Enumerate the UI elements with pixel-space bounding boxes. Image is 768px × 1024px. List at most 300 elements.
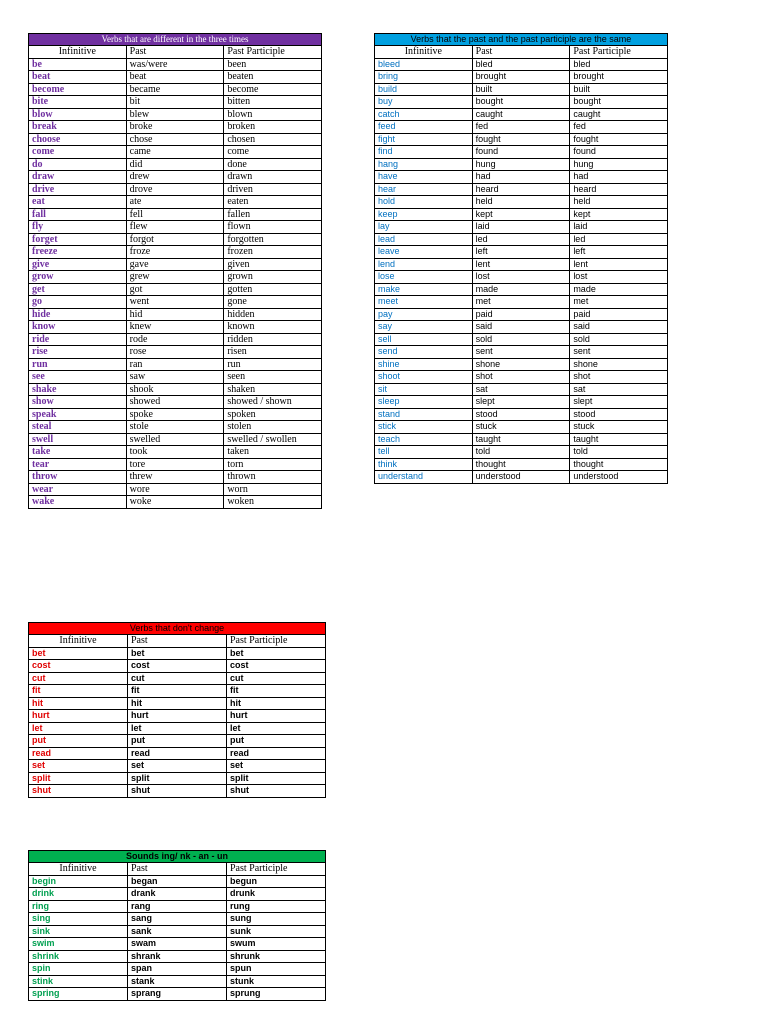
past-cell: bet (128, 647, 227, 660)
past-participle-cell: laid (570, 221, 668, 234)
table-different-three-times (28, 33, 322, 509)
infinitive-cell: beat (29, 71, 127, 84)
table-row (375, 208, 668, 221)
past-participle-cell: spoken (224, 408, 322, 421)
past-participle-cell: hung (570, 158, 668, 171)
infinitive-cell: understand (375, 471, 473, 484)
past-cell: swelled (126, 433, 224, 446)
past-participle-cell: stood (570, 408, 668, 421)
infinitive-cell: drive (29, 183, 127, 196)
table-row (29, 747, 326, 760)
past-cell: stuck (472, 421, 570, 434)
infinitive-cell: bite (29, 96, 127, 109)
past-cell: fit (128, 685, 227, 698)
table-row (29, 660, 326, 673)
table-row (29, 71, 322, 84)
table-row (375, 83, 668, 96)
infinitive-cell: tell (375, 446, 473, 459)
past-participle-cell: slept (570, 396, 668, 409)
infinitive-cell: leave (375, 246, 473, 259)
infinitive-cell: split (29, 772, 128, 785)
past-cell: drank (128, 888, 227, 901)
infinitive-cell: hide (29, 308, 127, 321)
past-cell: rode (126, 333, 224, 346)
past-cell: bought (472, 96, 570, 109)
past-participle-cell: taken (224, 446, 322, 459)
past-cell: sang (128, 913, 227, 926)
column-header-past: Past (128, 635, 227, 648)
past-participle-cell: hidden (224, 308, 322, 321)
past-participle-cell: come (224, 146, 322, 159)
table-row (29, 483, 322, 496)
table-row (29, 158, 322, 171)
infinitive-cell: keep (375, 208, 473, 221)
table-row (29, 246, 322, 259)
past-cell: began (128, 875, 227, 888)
infinitive-cell: begin (29, 875, 128, 888)
past-cell: went (126, 296, 224, 309)
past-participle-cell: spun (227, 963, 326, 976)
table-row (375, 246, 668, 259)
infinitive-cell: spring (29, 988, 128, 1001)
past-participle-cell: blown (224, 108, 322, 121)
infinitive-cell: do (29, 158, 127, 171)
past-participle-cell: showed / shown (224, 396, 322, 409)
infinitive-cell: send (375, 346, 473, 359)
past-participle-cell: held (570, 196, 668, 209)
past-cell: shut (128, 785, 227, 798)
table-row (29, 283, 322, 296)
past-participle-cell: read (227, 747, 326, 760)
past-participle-cell: stolen (224, 421, 322, 434)
past-participle-cell: gotten (224, 283, 322, 296)
infinitive-cell: cut (29, 672, 128, 685)
table-row (375, 333, 668, 346)
infinitive-cell: shrink (29, 950, 128, 963)
table-row (29, 938, 326, 951)
infinitive-cell: grow (29, 271, 127, 284)
past-cell: had (472, 171, 570, 184)
past-participle-cell: fallen (224, 208, 322, 221)
table-row (29, 108, 322, 121)
past-participle-cell: bled (570, 58, 668, 71)
past-participle-cell: stunk (227, 975, 326, 988)
infinitive-cell: become (29, 83, 127, 96)
table-row (29, 296, 322, 309)
table-row (375, 221, 668, 234)
infinitive-cell: choose (29, 133, 127, 146)
table-row (375, 196, 668, 209)
past-cell: was/were (126, 58, 224, 71)
infinitive-cell: wear (29, 483, 127, 496)
infinitive-cell: drink (29, 888, 128, 901)
past-participle-cell: sat (570, 383, 668, 396)
past-participle-cell: known (224, 321, 322, 334)
past-cell: took (126, 446, 224, 459)
infinitive-cell: bring (375, 71, 473, 84)
infinitive-cell: break (29, 121, 127, 134)
past-cell: ran (126, 358, 224, 371)
infinitive-cell: swell (29, 433, 127, 446)
infinitive-cell: have (375, 171, 473, 184)
infinitive-cell: feed (375, 121, 473, 134)
table-row (375, 271, 668, 284)
table-row (375, 408, 668, 421)
infinitive-cell: fight (375, 133, 473, 146)
past-cell: bit (126, 96, 224, 109)
past-participle-cell: been (224, 58, 322, 71)
infinitive-cell: give (29, 258, 127, 271)
past-cell: said (472, 321, 570, 334)
table-row (29, 58, 322, 71)
past-cell: read (128, 747, 227, 760)
past-cell: put (128, 735, 227, 748)
table-row (375, 258, 668, 271)
infinitive-cell: sleep (375, 396, 473, 409)
past-cell: shrank (128, 950, 227, 963)
past-cell: span (128, 963, 227, 976)
infinitive-cell: throw (29, 471, 127, 484)
table-past-and-participle-same (374, 33, 668, 484)
infinitive-cell: sink (29, 925, 128, 938)
column-header-past: Past (472, 46, 570, 59)
table-row (375, 96, 668, 109)
infinitive-cell: forget (29, 233, 127, 246)
header-row (375, 46, 668, 59)
infinitive-cell: sing (29, 913, 128, 926)
past-participle-cell: ridden (224, 333, 322, 346)
past-cell: showed (126, 396, 224, 409)
infinitive-cell: tear (29, 458, 127, 471)
table-row (375, 133, 668, 146)
past-participle-cell: heard (570, 183, 668, 196)
column-header-infinitive: Infinitive (29, 863, 128, 876)
past-cell: grew (126, 271, 224, 284)
column-header-past-participle: Past Participle (227, 635, 326, 648)
table-row (29, 647, 326, 660)
infinitive-cell: let (29, 722, 128, 735)
column-header-past-participle: Past Participle (570, 46, 668, 59)
past-participle-cell: fought (570, 133, 668, 146)
table-row (375, 146, 668, 159)
table-row (29, 408, 322, 421)
table-title: Sounds ing/ nk - an - un (29, 851, 326, 863)
past-cell: shone (472, 358, 570, 371)
table-row (375, 233, 668, 246)
past-participle-cell: frozen (224, 246, 322, 259)
infinitive-cell: see (29, 371, 127, 384)
table-row (375, 108, 668, 121)
infinitive-cell: sit (375, 383, 473, 396)
column-header-past-participle: Past Participle (224, 46, 322, 59)
past-cell: hit (128, 697, 227, 710)
past-cell: fell (126, 208, 224, 221)
table-row (29, 358, 322, 371)
past-cell: beat (126, 71, 224, 84)
column-header-infinitive: Infinitive (375, 46, 473, 59)
table-row (29, 321, 322, 334)
infinitive-cell: say (375, 321, 473, 334)
past-participle-cell: lost (570, 271, 668, 284)
past-cell: got (126, 283, 224, 296)
past-cell: met (472, 296, 570, 309)
infinitive-cell: draw (29, 171, 127, 184)
table-row (29, 233, 322, 246)
past-cell: ate (126, 196, 224, 209)
table-row (29, 371, 322, 384)
table-row (29, 975, 326, 988)
past-cell: set (128, 760, 227, 773)
past-participle-cell: brought (570, 71, 668, 84)
past-cell: rang (128, 900, 227, 913)
past-cell: taught (472, 433, 570, 446)
past-participle-cell: sung (227, 913, 326, 926)
infinitive-cell: show (29, 396, 127, 409)
infinitive-cell: be (29, 58, 127, 71)
table-row (375, 171, 668, 184)
table-row (29, 421, 322, 434)
past-participle-cell: swum (227, 938, 326, 951)
table-row (29, 471, 322, 484)
past-participle-cell: lent (570, 258, 668, 271)
infinitive-cell: catch (375, 108, 473, 121)
past-participle-cell: split (227, 772, 326, 785)
past-participle-cell: drunk (227, 888, 326, 901)
table-row (375, 308, 668, 321)
table-row (29, 735, 326, 748)
infinitive-cell: run (29, 358, 127, 371)
table-row (29, 697, 326, 710)
past-participle-cell: flown (224, 221, 322, 234)
table-row (375, 471, 668, 484)
past-cell: kept (472, 208, 570, 221)
past-participle-cell: broken (224, 121, 322, 134)
infinitive-cell: bleed (375, 58, 473, 71)
past-cell: heard (472, 183, 570, 196)
infinitive-cell: set (29, 760, 128, 773)
past-participle-cell: kept (570, 208, 668, 221)
past-cell: became (126, 83, 224, 96)
past-cell: drove (126, 183, 224, 196)
table-row (29, 760, 326, 773)
past-cell: forgot (126, 233, 224, 246)
table-row (29, 83, 322, 96)
past-cell: held (472, 196, 570, 209)
past-cell: laid (472, 221, 570, 234)
infinitive-cell: build (375, 83, 473, 96)
column-header-infinitive: Infinitive (29, 635, 128, 648)
column-header-past: Past (128, 863, 227, 876)
past-participle-cell: bought (570, 96, 668, 109)
past-cell: did (126, 158, 224, 171)
past-cell: drew (126, 171, 224, 184)
past-cell: chose (126, 133, 224, 146)
past-cell: split (128, 772, 227, 785)
infinitive-cell: come (29, 146, 127, 159)
table-verbs-dont-change (28, 622, 326, 798)
infinitive-cell: pay (375, 308, 473, 321)
infinitive-cell: bet (29, 647, 128, 660)
infinitive-cell: ring (29, 900, 128, 913)
infinitive-cell: rise (29, 346, 127, 359)
past-participle-cell: bitten (224, 96, 322, 109)
table-row (29, 496, 322, 509)
past-participle-cell: sent (570, 346, 668, 359)
past-cell: tore (126, 458, 224, 471)
infinitive-cell: lose (375, 271, 473, 284)
past-cell: shot (472, 371, 570, 384)
table-row (29, 333, 322, 346)
past-cell: thought (472, 458, 570, 471)
infinitive-cell: get (29, 283, 127, 296)
past-cell: led (472, 233, 570, 246)
past-cell: froze (126, 246, 224, 259)
header-row (29, 635, 326, 648)
past-participle-cell: taught (570, 433, 668, 446)
infinitive-cell: hear (375, 183, 473, 196)
past-cell: lent (472, 258, 570, 271)
table-row (29, 772, 326, 785)
infinitive-cell: stand (375, 408, 473, 421)
table-row (29, 221, 322, 234)
past-participle-cell: given (224, 258, 322, 271)
table-row (29, 208, 322, 221)
infinitive-cell: cost (29, 660, 128, 673)
past-cell: hid (126, 308, 224, 321)
infinitive-cell: go (29, 296, 127, 309)
past-participle-cell: made (570, 283, 668, 296)
past-cell: woke (126, 496, 224, 509)
infinitive-cell: put (29, 735, 128, 748)
table-title: Verbs that don't change (29, 623, 326, 635)
infinitive-cell: hit (29, 697, 128, 710)
past-cell: flew (126, 221, 224, 234)
infinitive-cell: steal (29, 421, 127, 434)
infinitive-cell: freeze (29, 246, 127, 259)
table-row (29, 722, 326, 735)
infinitive-cell: make (375, 283, 473, 296)
past-cell: stole (126, 421, 224, 434)
past-participle-cell: woken (224, 496, 322, 509)
table-row (29, 308, 322, 321)
past-participle-cell: understood (570, 471, 668, 484)
infinitive-cell: eat (29, 196, 127, 209)
past-participle-cell: cut (227, 672, 326, 685)
table-row (375, 158, 668, 171)
past-cell: built (472, 83, 570, 96)
table-row (29, 121, 322, 134)
past-cell: fought (472, 133, 570, 146)
table-row (29, 183, 322, 196)
past-participle-cell: sold (570, 333, 668, 346)
past-participle-cell: thought (570, 458, 668, 471)
table-row (375, 446, 668, 459)
infinitive-cell: find (375, 146, 473, 159)
past-cell: caught (472, 108, 570, 121)
past-participle-cell: shot (570, 371, 668, 384)
past-cell: shook (126, 383, 224, 396)
past-cell: cost (128, 660, 227, 673)
table-row (29, 925, 326, 938)
table-row (375, 421, 668, 434)
infinitive-cell: fly (29, 221, 127, 234)
infinitive-cell: wake (29, 496, 127, 509)
table-row (29, 383, 322, 396)
past-participle-cell: shaken (224, 383, 322, 396)
table-row (29, 913, 326, 926)
past-participle-cell: hurt (227, 710, 326, 723)
infinitive-cell: lay (375, 221, 473, 234)
past-participle-cell: found (570, 146, 668, 159)
past-cell: stank (128, 975, 227, 988)
table-row (29, 900, 326, 913)
past-participle-cell: shrunk (227, 950, 326, 963)
infinitive-cell: stick (375, 421, 473, 434)
infinitive-cell: blow (29, 108, 127, 121)
infinitive-cell: meet (375, 296, 473, 309)
past-cell: made (472, 283, 570, 296)
past-cell: sold (472, 333, 570, 346)
table-row (375, 383, 668, 396)
past-participle-cell: seen (224, 371, 322, 384)
table-row (29, 950, 326, 963)
past-participle-cell: thrown (224, 471, 322, 484)
past-participle-cell: worn (224, 483, 322, 496)
table-row (29, 146, 322, 159)
past-participle-cell: paid (570, 308, 668, 321)
past-participle-cell: eaten (224, 196, 322, 209)
past-cell: spoke (126, 408, 224, 421)
past-participle-cell: set (227, 760, 326, 773)
past-participle-cell: shone (570, 358, 668, 371)
past-cell: sent (472, 346, 570, 359)
past-participle-cell: rung (227, 900, 326, 913)
header-row (29, 46, 322, 59)
past-participle-cell: told (570, 446, 668, 459)
past-participle-cell: stuck (570, 421, 668, 434)
past-participle-cell: forgotten (224, 233, 322, 246)
header-row (29, 863, 326, 876)
past-cell: left (472, 246, 570, 259)
table-sounds-ing-nk (28, 850, 326, 1001)
past-participle-cell: met (570, 296, 668, 309)
past-participle-cell: shut (227, 785, 326, 798)
past-cell: swam (128, 938, 227, 951)
infinitive-cell: lend (375, 258, 473, 271)
past-participle-cell: sprung (227, 988, 326, 1001)
infinitive-cell: know (29, 321, 127, 334)
infinitive-cell: swim (29, 938, 128, 951)
table-row (375, 283, 668, 296)
past-participle-cell: done (224, 158, 322, 171)
table-row (375, 296, 668, 309)
table-row (29, 346, 322, 359)
table-row (29, 685, 326, 698)
infinitive-cell: hurt (29, 710, 128, 723)
past-participle-cell: hit (227, 697, 326, 710)
past-cell: sat (472, 383, 570, 396)
table-row (29, 396, 322, 409)
past-cell: cut (128, 672, 227, 685)
infinitive-cell: shoot (375, 371, 473, 384)
past-cell: paid (472, 308, 570, 321)
past-participle-cell: run (224, 358, 322, 371)
infinitive-cell: shut (29, 785, 128, 798)
past-cell: came (126, 146, 224, 159)
past-participle-cell: had (570, 171, 668, 184)
past-cell: hung (472, 158, 570, 171)
past-cell: slept (472, 396, 570, 409)
